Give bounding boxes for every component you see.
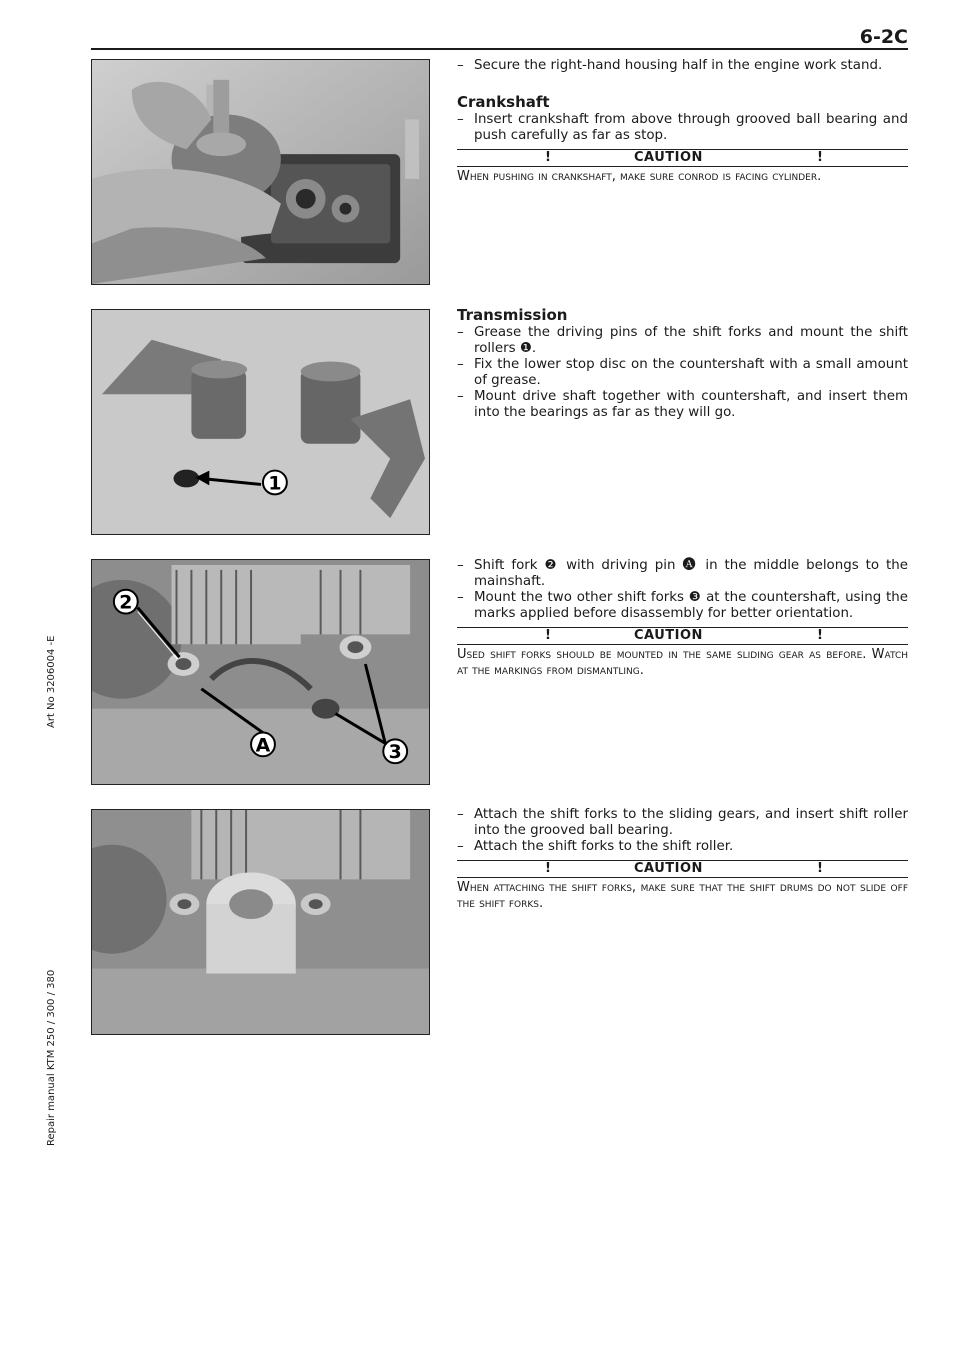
list-item: – Fix the lower stop disc on the countershaft with a small amount of grease.	[457, 357, 908, 388]
photo-crankshaft-insertion	[91, 59, 430, 285]
caution-text: When attaching the shift forks, make sure that the shift drums do not slide off the shift forks.	[457, 880, 908, 911]
caution-bar: ! CAUTION !	[457, 149, 908, 167]
manual-title-label: Repair manual KTM 250 / 300 / 380	[46, 969, 57, 1146]
list-item: – Attach the shift forks to the shift roller.	[457, 839, 734, 854]
callout-2: 2	[119, 592, 133, 614]
caution-text: Used shift forks should be mounted in the same sliding gear as before. Watch at the markings from dismantling.	[457, 647, 908, 678]
list-item: – Mount drive shaft together with countershaft, and insert them into the bearings as far as they will go.	[457, 389, 908, 420]
shift-fork-section	[457, 558, 908, 679]
list-item: – Grease the driving pins of the shift forks and mount the shift rollers ❶.	[457, 325, 908, 356]
callout-A: A	[255, 735, 271, 757]
list-item: – Attach the shift forks to the sliding gears, and insert shift roller into the grooved ball bearing.	[457, 807, 908, 838]
transmission-section	[457, 307, 908, 421]
caution-bar: ! CAUTION !	[457, 860, 908, 878]
photo-shift-roller	[91, 809, 430, 1035]
section-title-crankshaft: Crankshaft	[457, 93, 550, 111]
art-number-label: Art No 3206004 -E	[46, 635, 57, 728]
callout-1: 1	[268, 473, 282, 495]
crankshaft-section	[457, 94, 908, 185]
list-item: – Secure the right-hand housing half in the engine work stand.	[457, 58, 883, 73]
section-title-transmission: Transmission	[457, 306, 568, 324]
header-rule	[91, 48, 908, 50]
caution-text: When pushing in crankshaft, make sure conrod is facing cylinder.	[457, 169, 822, 184]
list-item: – Insert crankshaft from above through grooved ball bearing and push carefully as far as stop.	[457, 112, 908, 143]
list-item: – Mount the two other shift forks ❸ at the countershaft, using the marks applied before disassembly for better orientation.	[457, 590, 908, 621]
caution-bar: ! CAUTION !	[457, 627, 908, 645]
photo-shift-forks-installed	[91, 559, 430, 785]
callout-3: 3	[388, 742, 402, 764]
photo-shift-forks	[91, 309, 430, 535]
list-item: – Shift fork ❷ with driving pin 🅐 in the middle belongs to the mainshaft.	[457, 558, 908, 589]
page-number: 6-2C	[859, 26, 908, 48]
shift-roller-section	[457, 807, 908, 912]
instruction-block-1	[457, 58, 908, 74]
